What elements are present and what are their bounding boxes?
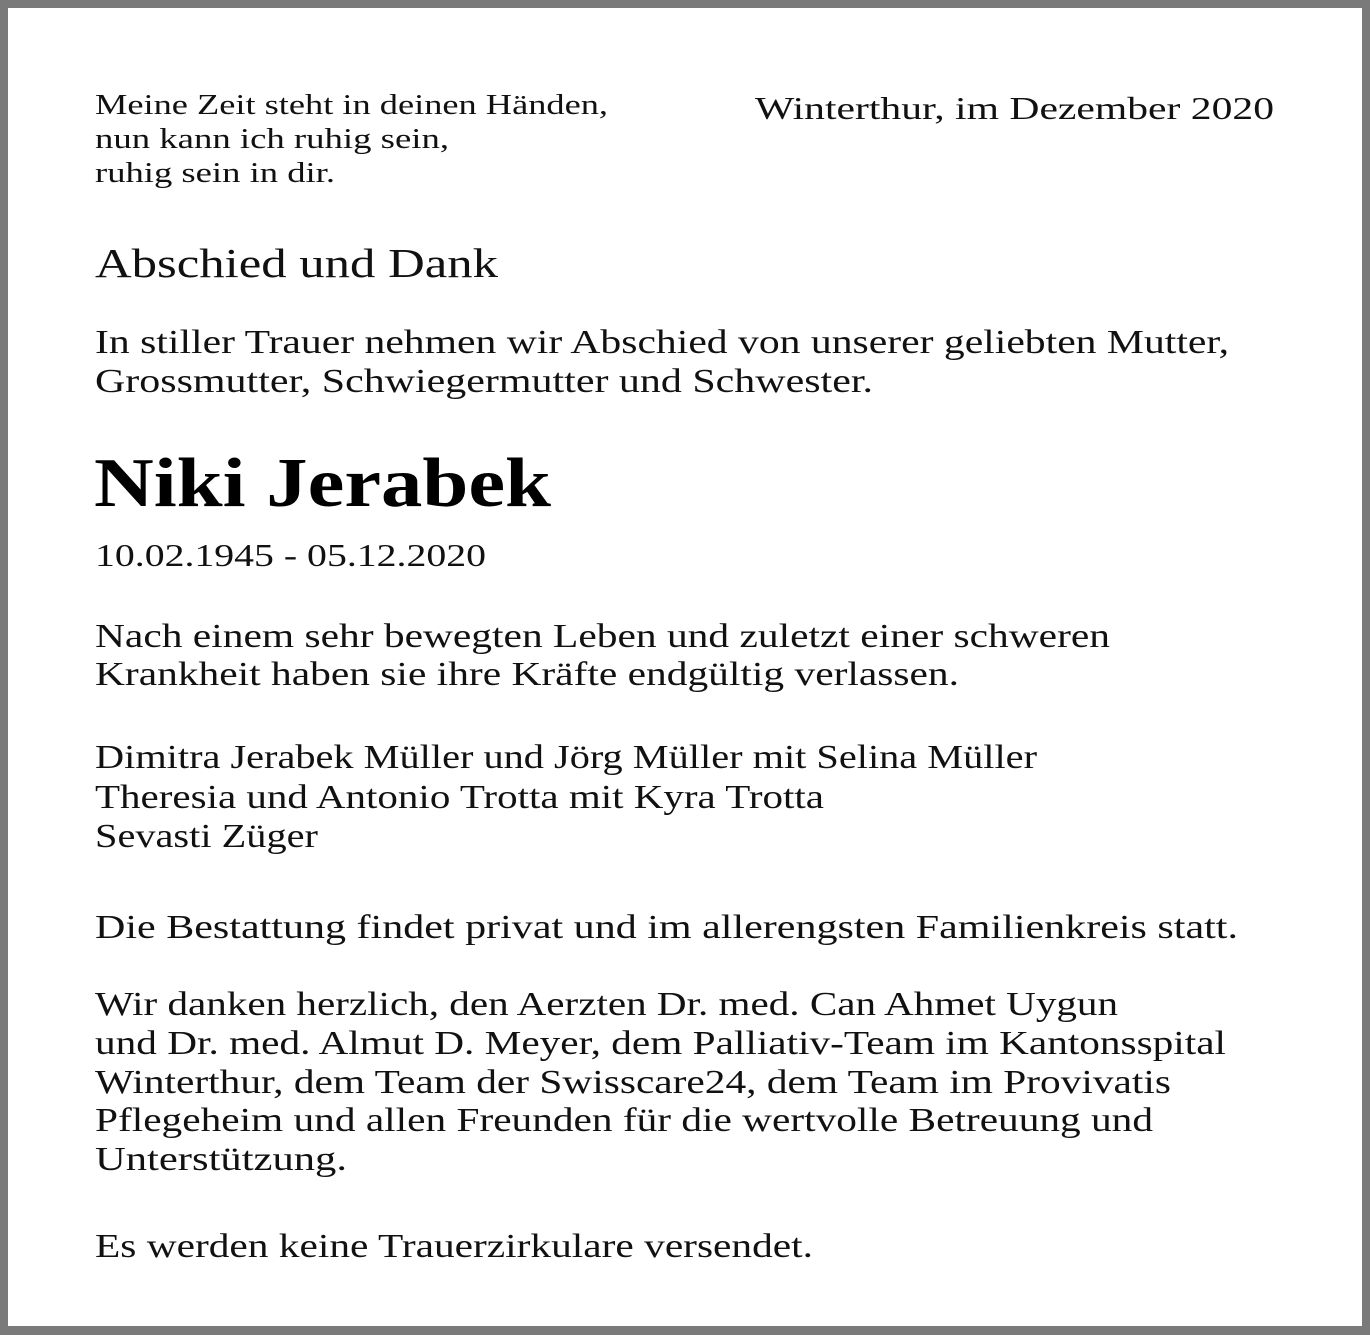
intro-line: Grossmutter, Schwiegermutter und Schwester. <box>95 363 873 400</box>
motto-line: nun kann ich ruhig sein, <box>95 124 449 155</box>
mourner-line: Sevasti Züger <box>95 818 318 855</box>
thanks-line: Pflegeheim und allen Freunden für die wertvolle Betreuung und <box>95 1102 1153 1139</box>
place-date: Winterthur, im Dezember 2020 <box>755 90 1274 126</box>
no-circulars-note: Es werden keine Trauerzirkulare versendet. <box>95 1228 813 1265</box>
deceased-name: Niki Jerabek <box>94 445 551 522</box>
mourner-line: Theresia und Antonio Trotta mit Kyra Trotta <box>95 779 824 816</box>
thanks-line: und Dr. med. Almut D. Meyer, dem Palliativ-Team im Kantonsspital <box>95 1025 1226 1062</box>
funeral-note: Die Bestattung findet privat und im allerengsten Familienkreis statt. <box>95 909 1238 946</box>
heading: Abschied und Dank <box>95 240 498 286</box>
intro-line: In stiller Trauer nehmen wir Abschied von unserer geliebten Mutter, <box>95 324 1229 361</box>
farewell-line: Nach einem sehr bewegten Leben und zuletzt einer schweren <box>95 618 1110 655</box>
mourner-line: Dimitra Jerabek Müller und Jörg Müller mit Selina Müller <box>95 739 1037 776</box>
obituary-notice <box>8 8 1362 1326</box>
motto-line: Meine Zeit steht in deinen Händen, <box>95 90 608 121</box>
motto-line: ruhig sein in dir. <box>95 158 335 189</box>
thanks-line: Unterstützung. <box>95 1141 347 1178</box>
farewell-line: Krankheit haben sie ihre Kräfte endgültig verlassen. <box>95 656 959 693</box>
thanks-line: Winterthur, dem Team der Swisscare24, dem Team im Provivatis <box>95 1064 1171 1101</box>
thanks-line: Wir danken herzlich, den Aerzten Dr. med. Can Ahmet Uygun <box>95 986 1118 1023</box>
life-dates: 10.02.1945 - 05.12.2020 <box>95 537 486 573</box>
